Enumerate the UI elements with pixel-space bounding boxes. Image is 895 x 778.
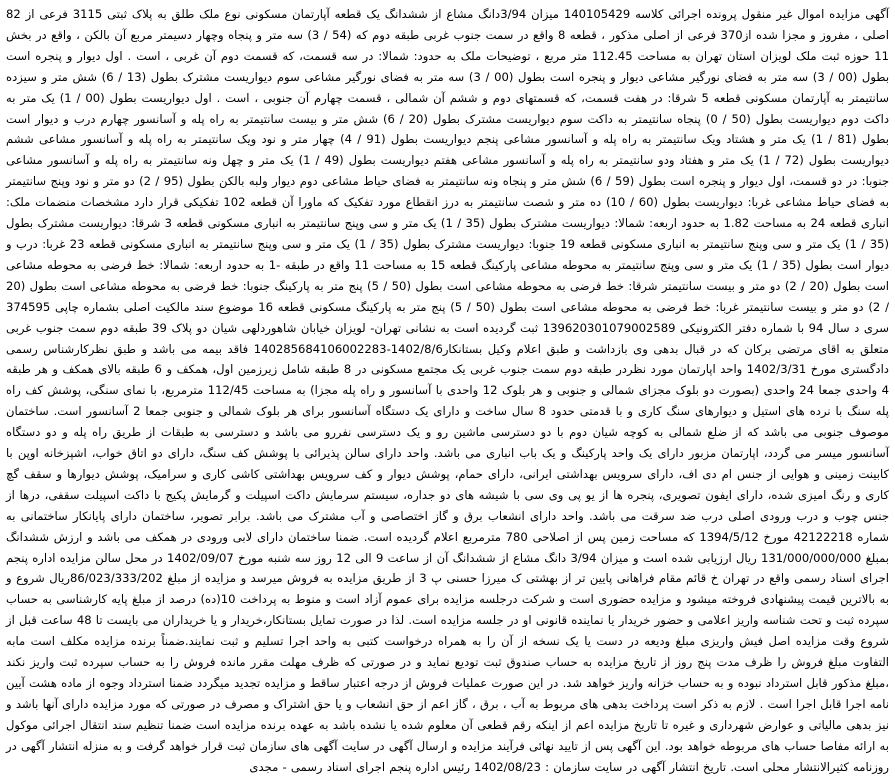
auction-notice-text: آگهی مزایده اموال غیر منقول پرونده اجرائی کلاسه 140105429 میزان 3/94دانگ مشاع از ششدانگ یک قطعه آپارتمان مسکونی نوع ملک طلق به پلاک ثبتی 3115 فرعی از 82 اصلی ، مفروز و مجزا شده از370 فرعی از اصلی مذکور ، قطعه 8 واقع در سمت جنوب غربی طبقه دوم که (54 / 3) سه متر و پنجاه وچهار دسیمتر مربع آن بالکن ، واقع در بخش 11 حوزه ثبت ملک لویزان استان تهران به مساحت 112.45 متر مربع ، توضیحات ملک به حدود: شمالا: در سه قسمت، که قسمت دوم آن غربی ، است . اول دیوار و پنجره است بطول (00 / 3) سه متر به فضای نورگیر مشاعی دیوار و پنجره است بطول (00 / 3) سه متر به فضای نورگیر مشاعی سوم دیواریست مشترک بطول (13 / 6) شش متر و سیزده سانتیمتر به آپارتمان مسکونی قطعه 5 شرقا: در هفت قسمت، که قسمتهای دوم و ششم آن شمالی ، قسمت چهارم آن جنوبی ، است . اول دیواریست بطول (00 / 1) یک متر به داکت دوم دیواریست بطول (50 / 0) پنجاه سانتیمتر به داکت سوم دیواریست مشترک بطول (20 / 6) شش متر و بیست سانتیمتر به راه پله و آسانسور چهارم درب و دیوار است بطول (81 / 1) یک متر و هشتاد ویک سانتیمتر به راه پله و آسانسور مشاعی پنجم دیواریست بطول (91 / 4) چهار متر و نود ویک سانتیمتر به راه پله و آسانسور مشاعی ششم دیواریست بطول (72 / 1) یک متر و هفتاد ودو سانتیمتر به راه پله و آسانسور مشاعی هفتم دیواریست بطول (49 / 1) یک متر و چهل ونه سانتیمتر به راه پله و آسانسور مشاعی جنوبا: در دو قسمت، اول دیوار و پنجره است بطول (59 / 6) شش متر و پنجاه ونه سانتیمتر به فضای حیاط مشاعی دوم دیوار ولبه بالکن بطول (95 / 2) دو متر و نود وپنج سانتیمتر به فضای حیاط مشاعی غربا: دیواریست بطول (60 / 10) ده متر و شصت سانتیمتر به درز انقطاع مورد تفکیک که ماورا آن قطعه 102 تفکیکی قرار دارد مشخصات منضمات ملک: انباری قطعه 24 به مساحت 1.82 به حدود اربعه: شمالا: دیواریست مشترک بطول (35 / 1) یک متر و سی وپنج سانتیمتر به انباری مسکونی قطعه 3 شرقا: دیواریست مشترک بطول (35 / 1) یک متر و سی وپنج سانتیمتر به انباری مسکونی قطعه 19 جنوبا: دیواریست مشترک بطول (35 / 1) یک متر و سی وپنج سانتیمتر به انباری مسکونی قطعه 23 غربا: درب و دیوار است بطول (35 / 1) یک متر و سی وپنج سانتیمتر به محوطه مشاعی پارکینگ قطعه 15 به مساحت 11 واقع در طبقه -1 به حدود اربعه: شمالا: خط فرضی به محوطه مشاعی است بطول (20 / 2) دو متر و بیست سانتیمتر شرقا: خط فرضی به محوطه مشاعی است بطول (50 / 5) پنج متر به پارکینگ جنوبا: خط فرضی به محوطه مشاعی است بطول (20 / 2) دو متر و بیست سانتیمتر غربا: خط فرضی به محوطه مشاعی است بطول (50 / 5) پنج متر به پارکینگ مسکونی قطعه 16 موضوع سند مالکیت اصلی بشماره چاپی 374595 سری د سال 94 با شماره دفتر الکترونیکی 139620301079002589 ثبت گردیده است به نشانی تهران- لویزان خیابان شاهوردلهی شیان دو پلاک 39 طبقه دوم سمت جنوب غربی متعلق به اقای مرتضی برکان که در قبال بدهی وی بازداشت و طبق اعلام وکیل بستانکار1402/8/6-140285684106002283 فاقد بیمه می باشد و طبق نظرکارشناس رسمی دادگستری مورخ 1402/3/31 واحد اپارتمان مورد نظردر طبقه دوم سمت جنوب غربی یک مجتمع مسکونی در 8 طبقه شامل زیرزمین اول، همکف و 6 طبقه بالای همکف و هر طبقه 4 واحدی جمعا 24 واحدی (بصورت دو بلوک مجزای شمالی و جنوبی و هر بلوک 12 واحدی با آسانسور و راه پله مجزا) به مساحت 112/45 مترمربع، با نمای سنگی، پوشش کف راه پله سنگ با نرده های استیل و دیوارهای سنگ کاری و با قدمتی حدود 8 سال ساخت و دارای یک دستگاه آسانسور برای هر بلوک شمالی و جنوبی جمعا 2 آسانسور است. ساختمان موصوف جنوبی می باشد که از ضلع شمالی به کوچه شیان دوم با دو دسترسی ماشین رو و یک دسترسی نفررو می باشد و دسترسی به طبقات از طریق راه پله و دو دستگاه آسانسور میسر می گردد، اپارتمان مزبور دارای یک واحد پارکینگ و یک باب انباری می باشد. واحد دارای سالن پذیرائی با پوشش کف سنگ، دارای دو اتاق خواب، اشپزخانه اوپن با کابینت زمینی و هوایی از جنس ام دی اف، دارای سرویس بهداشتی ایرانی، دارای حمام، پوشش دیوار و کف سرویس بهداشتی کاشی کاری و سرامیک، پوشش دیوارها و سقف گچ کاری و رنگ امیزی شده، دارای ایفون تصویری، پنجره ها از یو پی وی سی با شیشه های دو جداره، سیستم سرمایش داکت اسپیلت و گرمایش پکیج با داکت اسپیلت سقفی، درها از جنس چوب و درب ورودی اصلی درب ضد سرقت می باشد. واحد دارای انشعاب برق و گاز اختصاصی و آب مشترک می باشد. برابر تصویر، ساختمان دارای پایانکار ساختمانی به شماره 42122218 مورخ 1394/5/12 که مساحت زمین پس از اصلاحی 780 مترمربع اعلام گردیده است. ضمنا ساختمان دارای لابی ورودی در همکف می باشد و ارزش ششدانگ بمبلغ 131/000/000/000 ریال ارزیابی شده است و میزان 3/94 دانگ مشاع از ششدانگ آن از ساعت 9 الی 12 روز سه شنبه مورخ 1402/09/07 در محل سالن مزایده اداره پنجم اجرای اسناد رسمی واقع در تهران خ قائم مقام فراهانی پایین تر از بهشتی ک میرزا حسنی پ 3 از طریق مزایده به فروش میرسد و مزایده از مبلغ 86/023/333/202ریال شروع و به بالاترین قیمت پیشنهادی فروخته میشود و مزایده حضوری است و شرکت درجلسه مزایده برای عموم آزاد است و منوط به پرداخت 10(ده) درصد از مبلغ پایه کارشناسی به حساب سپرده ثبت و تحت شناسه واریز اعلامی و حضور خریدار یا نماینده قانونی او در جلسه مزایده است. لذا در صورت تمایل بستانکار،خریدار و یا خریداران می بایست تا 48 ساعت قبل از شروع وقت مزایده اصل فیش واریزی مبلغ ودیعه در دست یا یک نسخه از آن را به همراه درخواست کتبی به واحد اجرا تسلیم و ثبت نمایند.ضمناً برنده مزایده مکلف است مابه التفاوت مبلغ فروش را ظرف مدت پنج روز از تاریخ مزایده به حساب صندوق ثبت تودیع نماید و در صورتی که ظرف مهلت مقرر مانده فروش را به حساب سپرده ثبت واریز نکند ،مبلغ مذکور قابل استرداد نبوده و به حساب خزانه واریز خواهد شد. در این صورت عملیات فروش از درجه اعتبار ساقط و مزایده تجدید میگردد ضمنا استرداد وجوه از ماده هشت آیین نامه اجرا قابل اجرا است . لازم به ذکر است پرداخت بدهی های مربوط به آب ، برق ، گاز اعم از حق انشعاب و یا حق اشتراک و مصرف در صورتی که مورد مزایده دارای آنها باشد و نیز بدهی مالیاتی و عوارض شهرداری و غیره تا تاریخ مزایده اعم از اینکه رقم قطعی آن معلوم شده یا نشده باشد به عهده برنده مزایده است ضمنا تنظیم سند انتقال اجرائی موکول به ارائه مفاصا حساب های مربوطه خواهد بود. این آگهی پس از تایید نهائی فرآیند مزایده و ارسال آگهی در سایت آگهی های سازمان ثبت قرار خواهد گرفت و به منزله انتشار آگهی در روزنامه کثیرالانتشار محلی است. تاریخ انتشار آگهی در سایت سازمان : 1402/08/23 رئیس اداره پنجم اجرای اسناد رسمی - مجدی xyxy=(6,7,890,774)
